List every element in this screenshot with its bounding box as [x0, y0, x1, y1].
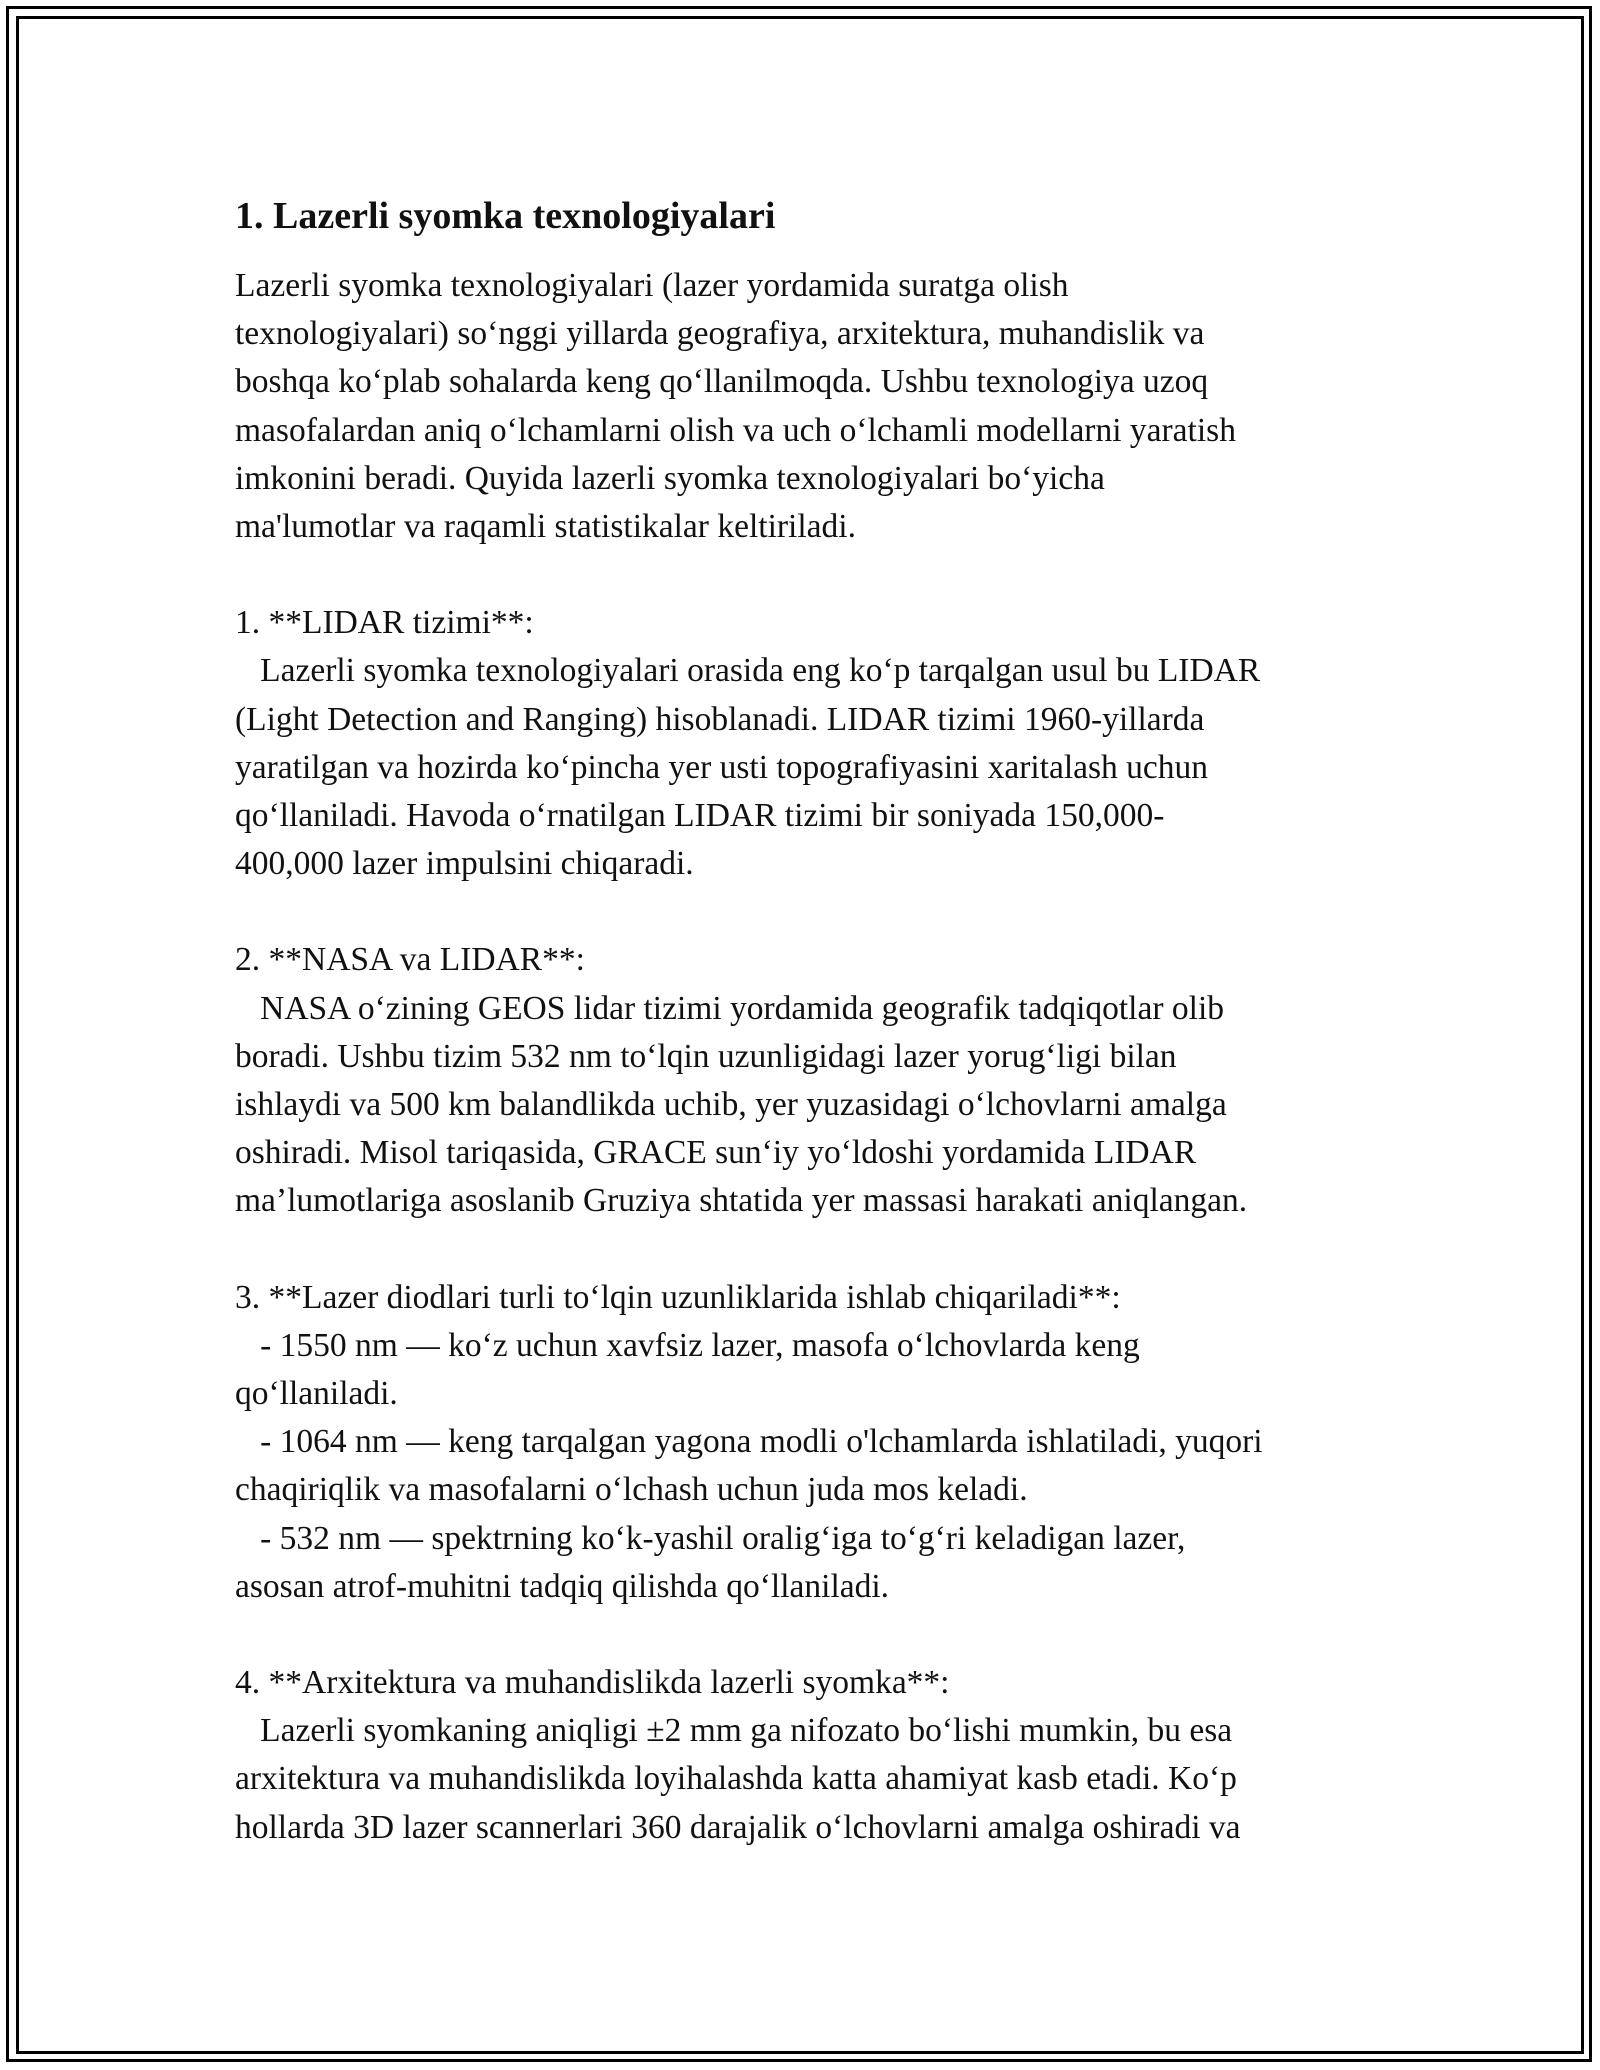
list-item-lidar-system: 1. **LIDAR tizimi**: Lazerli syomka texnologiyalari orasida eng ko‘p tarqalgan usul bu LIDAR (Light Detection and Ranging) hisoblanadi. LIDAR tizimi 1960-yillarda yaratilgan va hozirda ko‘pincha yer usti topografiyasini xaritalash uchun qo‘llaniladi. Havoda o‘rnatilgan LIDAR tizimi bir soniyada 150,000- 400,000 lazer impulsini chiqaradi. [235, 604, 1261, 883]
intro-paragraph: Lazerli syomka texnologiyalari (lazer yordamida suratga olish texnologiyalari) so‘nggi yillarda geografiya, arxitektura, muhandislik va boshqa ko‘plab sohalarda keng qo‘llanilmoqda. Ushbu texnologiya uzoq masofalardan aniq o‘lchamlarni olish va uch o‘lchamli modellarni yaratish imkonini beradi. Quyida lazerli syomka texnologiyalari bo‘yicha ma'lumotlar va raqamli statistikalar keltiriladi. [235, 267, 1236, 546]
list-item-laser-diodes: 3. **Lazer diodlari turli to‘lqin uzunliklarida ishlab chiqariladi**: - 1550 nm — ko‘z uchun xavfsiz lazer, masofa o‘lchovlarda keng qo‘llaniladi. - 1064 nm — keng tarqalgan yagona modli o'lchamlarda ishlatiladi, yuqori chaqiriqlik va masofalarni o‘lchash uchun juda mos keladi. - 532 nm — spektrning ko‘k-yashil oralig‘iga to‘g‘ri keladigan lazer, asosan atrof-muhitni tadqiq qilishda qo‘llaniladi. [235, 1278, 1263, 1605]
list-item-architecture-engineering: 4. **Arxitektura va muhandislikda lazerli syomka**: Lazerli syomkaning aniqligi ±2 mm ga nifozato bo‘lishi mumkin, bu esa arxitektura va muhandislikda loyihalashda katta ahamiyat kasb etadi. Ko‘p hollarda 3D lazer scannerlari 360 darajalik o‘lchovlarni amalga oshiradi va [235, 1664, 1241, 1846]
list-item-nasa-lidar: 2. **NASA va LIDAR**: NASA o‘zining GEOS lidar tizimi yordamida geografik tadqiqotlar olib boradi. Ushbu tizim 532 nm to‘lqin uzunligidagi lazer yorug‘ligi bilan ishlaydi va 500 km balandlikda uchib, yer yuzasidagi o‘lchovlarni amalga oshiradi. Misol tariqasida, GRACE sun‘iy yo‘ldoshi yordamida LIDAR ma’lumotlariga asoslanib Gruziya shtatida yer massasi harakati aniqlangan. [235, 941, 1248, 1220]
document-title: 1. Lazerli syomka texnologiyalari [235, 195, 776, 237]
document-body [235, 180, 1375, 1852]
